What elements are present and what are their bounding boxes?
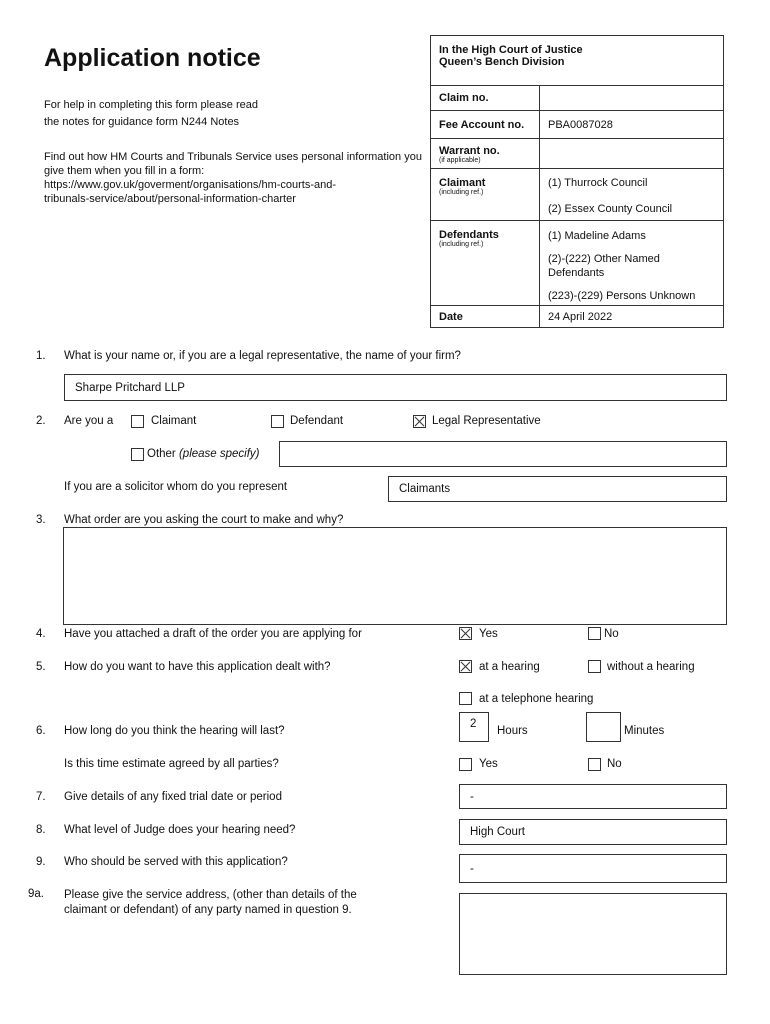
privacy-notice: Find out how HM Courts and Tribunals Service uses personal information you give them when you fill in a form: https://www.gov.uk/goverment/organisations/hm-courts-and- tribunals-service/about/personal-information-charter [44, 151, 422, 205]
q2-text: Are you a [64, 415, 114, 427]
other-label: Other (please specify) [147, 448, 260, 460]
q8-text: What level of Judge does your hearing need? [64, 824, 296, 836]
date-field[interactable]: 24 April 2022 [540, 306, 724, 328]
privacy-link-cont[interactable]: tribunals-service/about/personal-information-charter [44, 193, 296, 205]
warrant-label: Warrant no. (if applicable) [431, 139, 540, 169]
agreed-no-label: No [607, 758, 622, 770]
draft-no-label: No [604, 628, 619, 640]
q5-number: 5. [36, 661, 46, 673]
draft-yes-checkbox[interactable] [459, 627, 472, 640]
q1-text: What is your name or, if you are a legal representative, the name of your firm? [64, 350, 461, 362]
q9-text: Who should be served with this application? [64, 856, 288, 868]
claimant-label: Claimant [151, 415, 197, 427]
agreed-no-checkbox[interactable] [588, 758, 601, 771]
estimate-agreed-text: Is this time estimate agreed by all parties? [64, 758, 279, 770]
solicitor-text: If you are a solicitor whom do you represent [64, 481, 288, 493]
served-input[interactable]: - [459, 854, 727, 883]
minutes-label: Minutes [624, 725, 665, 737]
trial-date-input[interactable]: - [459, 784, 727, 809]
q6-number: 6. [36, 725, 46, 737]
q4-number: 4. [36, 628, 46, 640]
court-name: In the High Court of Justice Queen’s Bench Division [431, 36, 724, 86]
agreed-yes-label: Yes [479, 758, 498, 770]
court-details-box [430, 35, 724, 328]
defendants-label: Defendants (including ref.) [431, 221, 540, 306]
date-label: Date [431, 306, 540, 328]
page-title: Application notice [44, 44, 261, 72]
draft-no-checkbox[interactable] [588, 627, 601, 640]
hearing-checkbox[interactable] [459, 660, 472, 673]
help-text: For help in completing this form please read the notes for guidance form N244 Notes [44, 99, 258, 128]
q7-text: Give details of any fixed trial date or period [64, 791, 282, 803]
firm-name-input[interactable]: Sharpe Pritchard LLP [64, 374, 727, 401]
claimant-field[interactable]: (1) Thurrock Council (2) Essex County Council [540, 169, 724, 221]
q9a-text: Please give the service address, (other than details of the claimant or defendant) of any party named in question 9. [64, 889, 357, 916]
other-checkbox[interactable] [131, 448, 144, 461]
defendant-checkbox[interactable] [271, 415, 284, 428]
order-textarea[interactable] [63, 527, 727, 625]
legal-rep-label: Legal Representative [432, 415, 541, 427]
defendants-field[interactable]: (1) Madeline Adams (2)-(222) Other Named Defendants (223)-(229) Persons Unknown [540, 221, 724, 306]
q4-text: Have you attached a draft of the order you are applying for [64, 628, 362, 640]
warrant-field[interactable] [540, 139, 724, 169]
minutes-input[interactable] [586, 712, 621, 742]
fee-account-label: Fee Account no. [431, 111, 540, 139]
hearing-label: at a hearing [479, 661, 540, 673]
claimant-checkbox[interactable] [131, 415, 144, 428]
fee-account-field[interactable]: PBA0087028 [540, 111, 724, 139]
without-hearing-checkbox[interactable] [588, 660, 601, 673]
service-address-textarea[interactable] [459, 893, 727, 975]
claim-no-label: Claim no. [431, 86, 540, 111]
telephone-hearing-label: at a telephone hearing [479, 693, 594, 705]
privacy-link[interactable]: https://www.gov.uk/goverment/organisations/hm-courts-and- [44, 179, 337, 191]
draft-yes-label: Yes [479, 628, 498, 640]
hours-label: Hours [497, 725, 528, 737]
hours-input[interactable]: 2 [459, 712, 489, 742]
claim-no-field[interactable] [540, 86, 724, 111]
q5-text: How do you want to have this application dealt with? [64, 661, 331, 673]
claimant-label: Claimant (including ref.) [431, 169, 540, 221]
legal-rep-checkbox[interactable] [413, 415, 426, 428]
q3-number: 3. [36, 514, 46, 526]
q8-number: 8. [36, 824, 46, 836]
other-specify-input[interactable] [279, 441, 727, 467]
agreed-yes-checkbox[interactable] [459, 758, 472, 771]
judge-level-input[interactable]: High Court [459, 819, 727, 845]
q2-number: 2. [36, 415, 46, 427]
q7-number: 7. [36, 791, 46, 803]
q9a-number: 9a. [28, 888, 44, 900]
without-hearing-label: without a hearing [607, 661, 695, 673]
represent-input[interactable]: Claimants [388, 476, 727, 502]
q9-number: 9. [36, 856, 46, 868]
q1-number: 1. [36, 350, 46, 362]
q3-text: What order are you asking the court to make and why? [64, 514, 344, 526]
defendant-label: Defendant [290, 415, 344, 427]
q6-text: How long do you think the hearing will last? [64, 725, 285, 737]
telephone-hearing-checkbox[interactable] [459, 692, 472, 705]
